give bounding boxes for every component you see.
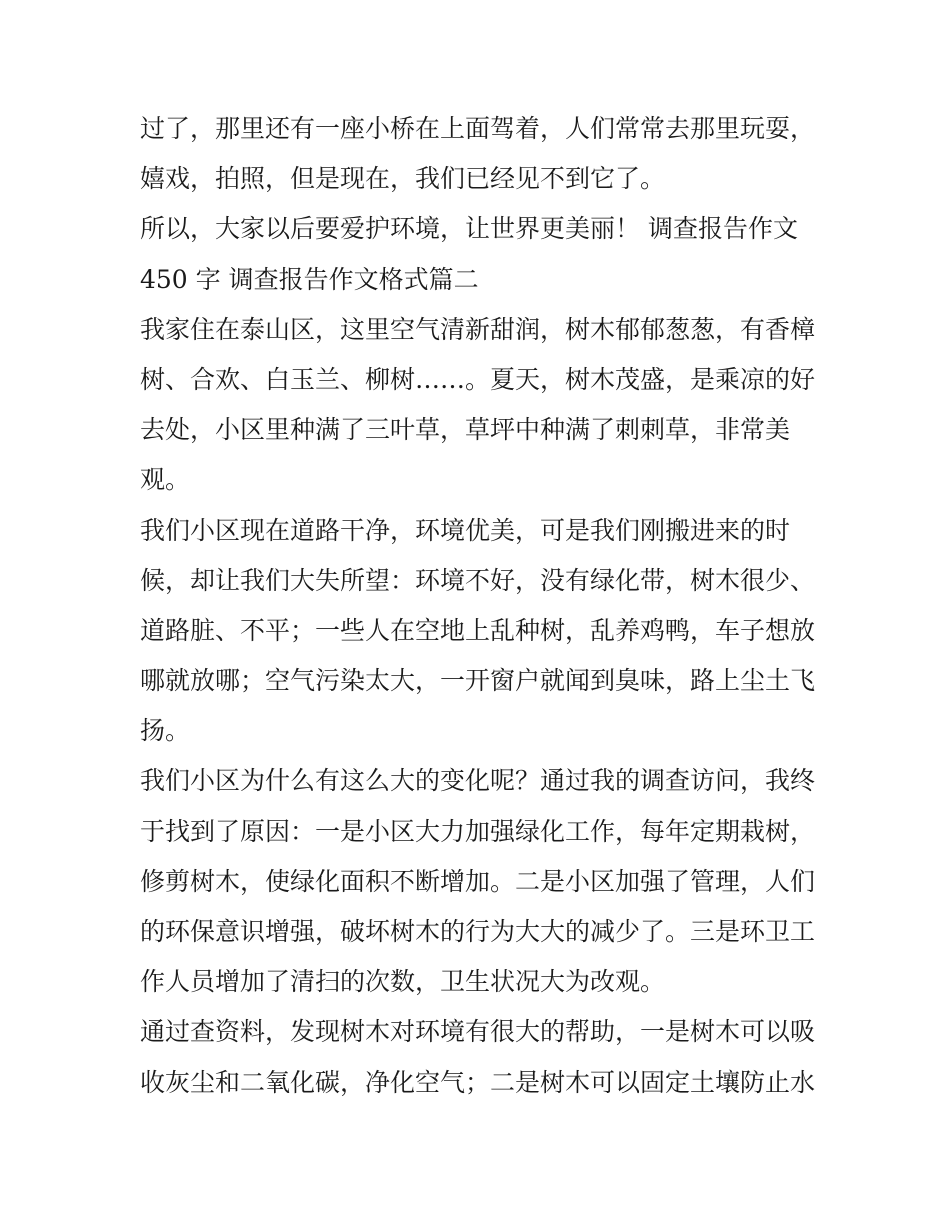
section-heading-line: 450 字 调查报告作文格式篇二 [140, 264, 479, 294]
body-text [140, 104, 820, 1108]
text-line: 我们小区现在道路干净，环境优美，可是我们刚搬进来的时 [140, 515, 791, 545]
text-line: 观。 [140, 465, 191, 495]
text-line: 嬉戏，拍照，但是现在，我们已经见不到它了。 [140, 164, 666, 194]
text-line: 树、合欢、白玉兰、柳树……。夏天，树木茂盛，是乘凉的好 [140, 364, 816, 394]
text-line: 哪就放哪；空气污染太大，一开窗户就闻到臭味，路上尘土飞 [140, 666, 816, 696]
text-line: 所以，大家以后要爱护环境，让世界更美丽！ 调查报告作文 [140, 214, 798, 244]
text-line: 于找到了原因：一是小区大力加强绿化工作，每年定期栽树， [140, 816, 816, 846]
text-line: 候，却让我们大失所望：环境不好，没有绿化带，树木很少、 [140, 565, 816, 595]
text-line: 我们小区为什么有这么大的变化呢？通过我的调查访问，我终 [140, 766, 816, 796]
text-line: 的环保意识增强，破坏树木的行为大大的减少了。三是环卫工 [140, 917, 816, 946]
text-line: 扬。 [140, 716, 191, 746]
text-line: 通过查资料，发现树木对环境有很大的帮助，一是树木可以吸 [140, 1017, 816, 1047]
text-line: 过了，那里还有一座小桥在上面驾着，人们常常去那里玩耍， [140, 114, 816, 143]
text-line: 去处，小区里种满了三叶草，草坪中种满了刺刺草，非常美 [140, 415, 791, 445]
text-line: 我家住在泰山区，这里空气清新甜润，树木郁郁葱葱，有香樟 [140, 314, 816, 344]
text-line: 修剪树木，使绿化面积不断增加。二是小区加强了管理，人们 [140, 866, 816, 896]
text-line: 作人员增加了清扫的次数，卫生状况大为改观。 [140, 967, 666, 997]
text-line: 收灰尘和二氧化碳，净化空气；二是树木可以固定土壤防止水 [140, 1067, 816, 1097]
text-line: 道路脏、不平；一些人在空地上乱种树，乱养鸡鸭，车子想放 [140, 615, 816, 645]
